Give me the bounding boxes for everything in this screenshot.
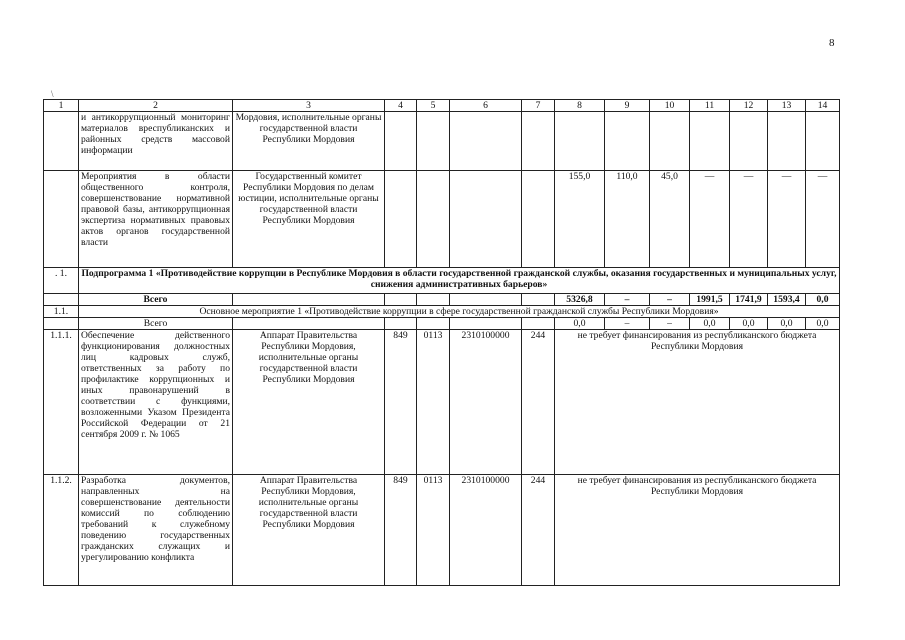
total-value: – <box>650 294 690 306</box>
col-number: 14 <box>806 100 840 112</box>
budget-code: 2310100000 <box>450 475 522 586</box>
total-value: – <box>650 318 690 330</box>
program-table <box>43 99 840 586</box>
value-cell: 110,0 <box>605 171 650 268</box>
value-cell: — <box>730 171 768 268</box>
col-number: 3 <box>233 100 385 112</box>
budget-code: 0113 <box>417 475 450 586</box>
col-number: 10 <box>650 100 690 112</box>
subprogram-title: Подпрограмма 1 «Противодействие коррупции в Республике Мордовия в области государственной гражданской службы, оказания государственных и муниципальных услуг, снижения административных барьеров» <box>79 268 840 294</box>
col-number: 8 <box>555 100 605 112</box>
event-description: Разработка документов, направленных на совершенствование деятельности комиссий по соблюдению требований к служебному поведению государственных гражданских служащих и урегулированию конфликта <box>79 475 233 586</box>
subprogram-row <box>44 268 840 294</box>
page-number: 8 <box>829 37 835 49</box>
col-number: 13 <box>768 100 806 112</box>
total-value: 0,0 <box>730 318 768 330</box>
value-cell: — <box>806 171 840 268</box>
executor-cell: Аппарат Правительства Республики Мордовия, исполнительные органы государственной власти Республики Мордовия <box>233 330 385 475</box>
budget-code: 0113 <box>417 330 450 475</box>
row-number: 1.1.2. <box>44 475 79 586</box>
total-label: Всего <box>79 318 233 330</box>
col-number: 9 <box>605 100 650 112</box>
table-row <box>44 475 840 586</box>
total-value: 1991,5 <box>690 294 730 306</box>
subprogram-total-row <box>44 294 840 306</box>
budget-code: 849 <box>385 475 417 586</box>
value-cell: 155,0 <box>555 171 605 268</box>
funding-note: не требует финансирования из республиканского бюджета Республики Мордовия <box>555 475 840 586</box>
executor-cell: Аппарат Правительства Республики Мордовия, исполнительные органы государственной власти Республики Мордовия <box>233 475 385 586</box>
value-cell: 45,0 <box>650 171 690 268</box>
total-value: 0,0 <box>690 318 730 330</box>
executor-cell: Мордовия, исполнительные органы государственной власти Республики Мордовия <box>233 112 385 171</box>
col-number: 7 <box>522 100 555 112</box>
total-value: 0,0 <box>806 294 840 306</box>
funding-note: не требует финансирования из республиканского бюджета Республики Мордовия <box>555 330 840 475</box>
row-number: . 1. <box>44 268 79 294</box>
total-value: 1593,4 <box>768 294 806 306</box>
total-value: 0,0 <box>806 318 840 330</box>
col-number: 12 <box>730 100 768 112</box>
total-label: Всего <box>79 294 233 306</box>
col-number: 6 <box>450 100 522 112</box>
col-number: 11 <box>690 100 730 112</box>
total-value: 0,0 <box>555 318 605 330</box>
budget-code: 2310100000 <box>450 330 522 475</box>
row-number: 1.1.1. <box>44 330 79 475</box>
main-event-title: Основное мероприятие 1 «Противодействие коррупции в сфере государственной гражданской службы Республики Мордовия» <box>79 306 840 318</box>
budget-code: 244 <box>522 330 555 475</box>
total-value: – <box>605 294 650 306</box>
event-description: и антикоррупционный мониторинг материалов вреспубликанских и районных средств массовой информации <box>79 112 233 171</box>
budget-code: 849 <box>385 330 417 475</box>
col-number: 5 <box>417 100 450 112</box>
table-row <box>44 171 840 268</box>
col-number: 1 <box>44 100 79 112</box>
col-number: 2 <box>79 100 233 112</box>
event-description: Мероприятия в области общественного контроля, совершенствование нормативной правовой базы, антикоррупционная экспертиза нормативных правовых актов органов государственной власти <box>79 171 233 268</box>
row-number: 1.1. <box>44 306 79 318</box>
total-value: 5326,8 <box>555 294 605 306</box>
total-value: 0,0 <box>768 318 806 330</box>
value-cell: — <box>768 171 806 268</box>
main-event-total-row <box>44 318 840 330</box>
total-value: – <box>605 318 650 330</box>
event-description: Обеспечение действенного функционирования должностных лиц кадровых служб, ответственных за работу по профилактике коррупционных и иных правонарушений в соответствии с функциями, возложенными Указом Президента Российской Федерации от 21 сентября 2009 г. № 1065 <box>79 330 233 475</box>
table-row <box>44 330 840 475</box>
main-event-row <box>44 306 840 318</box>
table-row <box>44 112 840 171</box>
margin-mark: \ <box>51 89 54 99</box>
value-cell: — <box>690 171 730 268</box>
executor-cell: Государственный комитет Республики Мордовия по делам юстиции, исполнительные органы государственной власти Республики Мордовия <box>233 171 385 268</box>
col-number: 4 <box>385 100 417 112</box>
budget-code: 244 <box>522 475 555 586</box>
column-number-row <box>44 100 840 112</box>
total-value: 1741,9 <box>730 294 768 306</box>
